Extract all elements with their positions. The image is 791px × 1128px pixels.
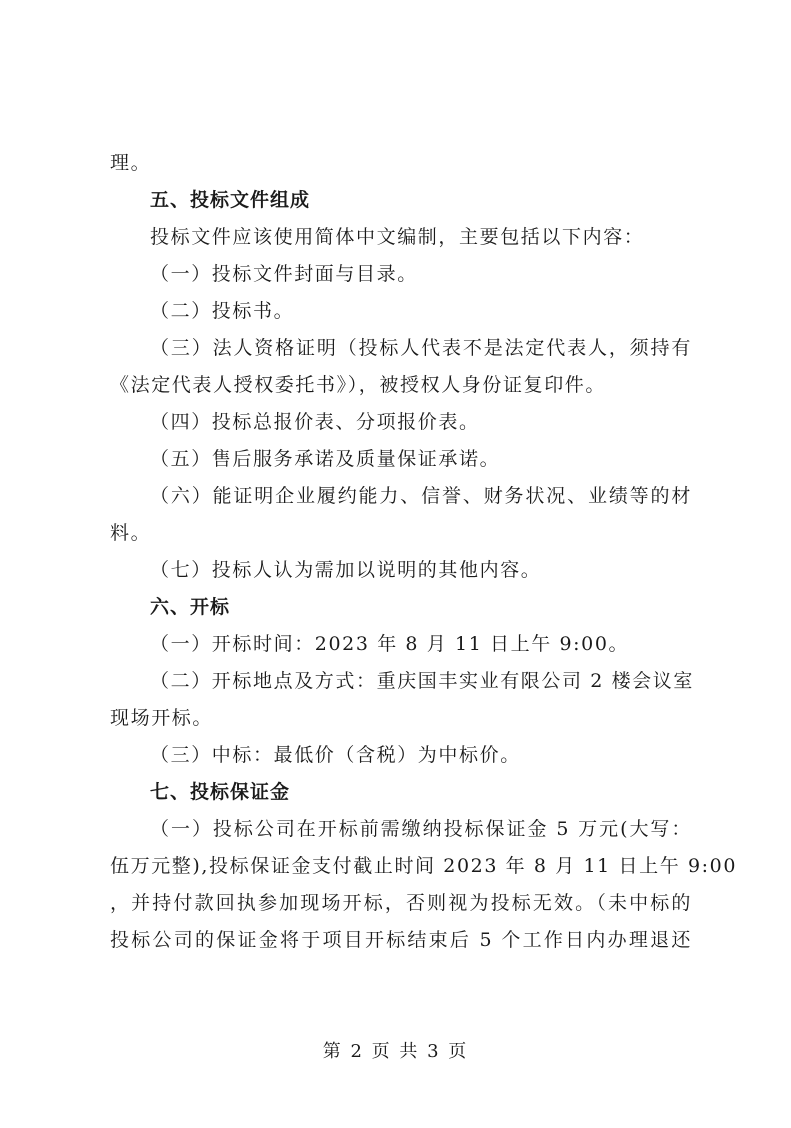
- paragraph-line: （七）投标人认为需加以说明的其他内容。: [150, 559, 542, 581]
- paragraph-line: 投标公司的保证金将于项目开标结束后 5 个工作日内办理退还: [110, 929, 692, 951]
- section-heading: 六、开标: [150, 596, 231, 618]
- paragraph-line: ，并持付款回执参加现场开标，否则视为投标无效。（未中标的: [110, 892, 692, 914]
- paragraph-line: 《法定代表人授权委托书》），被授权人身份证复印件。: [110, 374, 607, 396]
- page-number-footer: 第 2 页 共 3 页: [322, 1041, 469, 1062]
- section-heading: 七、投标保证金: [150, 781, 291, 803]
- paragraph-line: （四）投标总报价表、分项报价表。: [150, 411, 480, 433]
- paragraph-line: （一）投标文件封面与目录。: [150, 263, 418, 285]
- document-body: [110, 145, 738, 959]
- paragraph-line: 现场开标。: [110, 707, 214, 729]
- paragraph-line: 理。: [110, 152, 152, 174]
- paragraph-line: （一）投标公司在开标前需缴纳投标保证金 5 万元(大写：: [150, 818, 692, 840]
- paragraph-line: （一）开标时间：2023 年 8 月 11 日上午 9:00。: [150, 633, 630, 655]
- paragraph-line: （二）投标书。: [150, 300, 295, 322]
- paragraph-line: 伍万元整),投标保证金支付截止时间 2023 年 8 月 11 日上午 9:00: [110, 855, 738, 877]
- paragraph-line: （三）法人资格证明（投标人代表不是法定代表人，须持有: [150, 337, 692, 359]
- paragraph-line: 料。: [110, 522, 152, 544]
- paragraph-line: （五）售后服务承诺及质量保证承诺。: [150, 448, 501, 470]
- paragraph-line: （二）开标地点及方式：重庆国丰实业有限公司 2 楼会议室: [150, 670, 694, 692]
- paragraph-line: （三）中标：最低价（含税）为中标价。: [150, 744, 521, 766]
- section-heading: 五、投标文件组成: [150, 189, 311, 211]
- paragraph-line: 投标文件应该使用简体中文编制，主要包括以下内容：: [150, 226, 645, 248]
- paragraph-line: （六）能证明企业履约能力、信誉、财务状况、业绩等的材: [150, 485, 692, 507]
